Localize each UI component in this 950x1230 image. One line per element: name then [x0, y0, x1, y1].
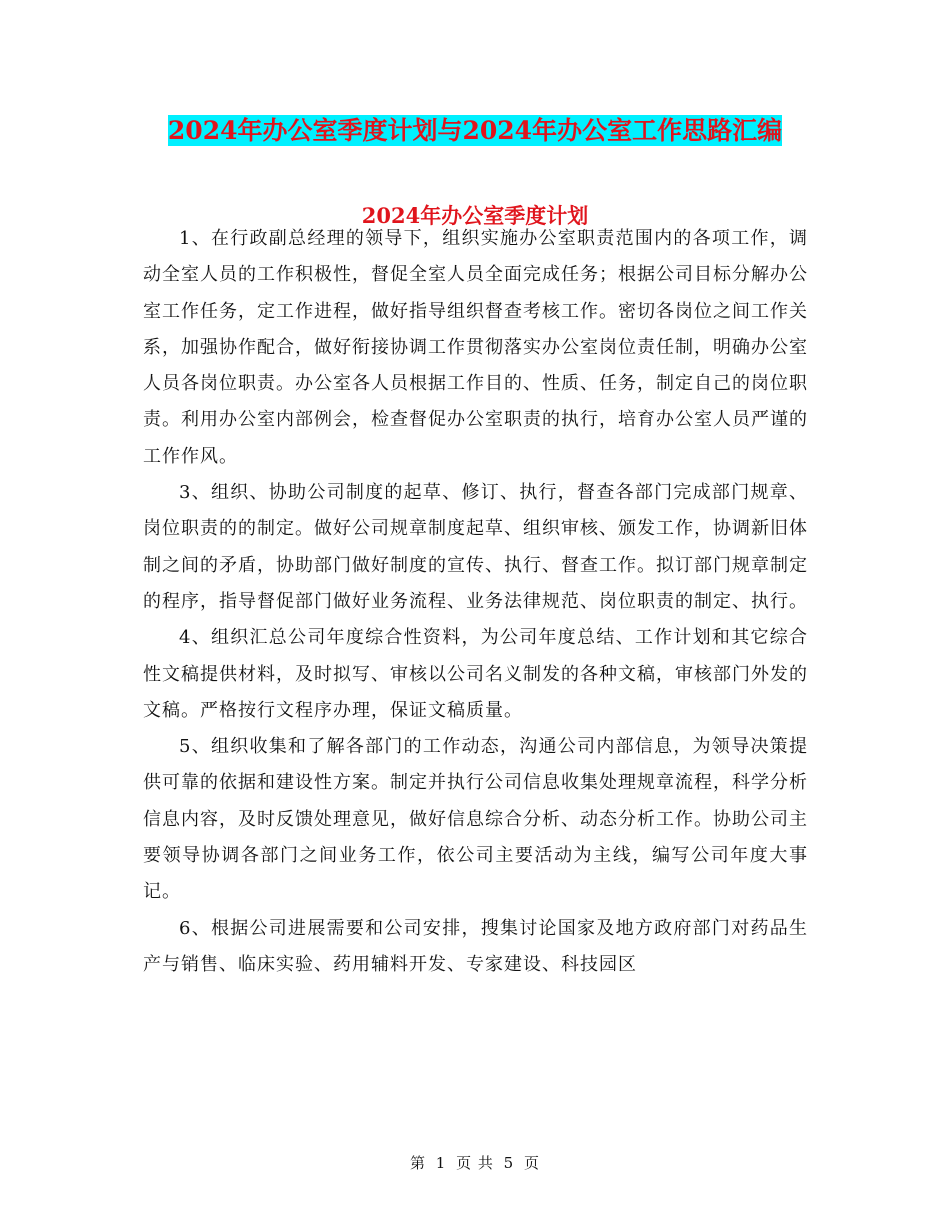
paragraph-1: 1、在行政副总经理的领导下，组织实施办公室职责范围内的各项工作，调动全室人员的工作积极性，督促全室人员全面完成任务；根据公司目标分解办公室工作任务，定工作进程，做好指导组织督查考核工作。密切各岗位之间工作关系，加强协作配合，做好衔接协调工作贯彻落实办公室岗位责任制，明确办公室人员各岗位职责。办公室各人员根据工作目的、性质、任务，制定自己的岗位职责。利用办公室内部例会，检查督促办公室职责的执行，培育办公室人员严谨的工作作风。	[143, 228, 808, 467]
document-title-text: 2024年办公室季度计划与2024年办公室工作思路汇编	[167, 116, 783, 145]
footer-prefix: 第	[409, 1154, 426, 1172]
footer-total-pages: 5	[503, 1154, 515, 1172]
section-title: 2024年办公室季度计划	[361, 203, 589, 228]
paragraph-4: 4、组织汇总公司年度综合性资料，为公司年度总结、工作计划和其它综合性文稿提供材料，及时拟写、审核以公司名义制发的各种文稿，审核部门外发的文稿。严格按行文程序办理，保证文稿质量。	[143, 627, 808, 721]
paragraph-3: 3、组织、协助公司制度的起草、修订、执行，督查各部门完成部门规章、岗位职责的的制定。做好公司规章制度起草、组织审核、颁发工作，协调新旧体制之间的矛盾，协助部门做好制度的宣传、执行、督查工作。拟订部门规章制定的程序，指导督促部门做好业务流程、业务法律规范、岗位职责的制定、执行。	[143, 482, 808, 612]
paragraph-5: 5、组织收集和了解各部门的工作动态，沟通公司内部信息，为领导决策提供可靠的依据和建设性方案。制定并执行公司信息收集处理规章流程，科学分析信息内容，及时反馈处理意见，做好信息综合分析、动态分析工作。协助公司主要领导协调各部门之间业务工作，依公司主要活动为主线，编写公司年度大事记。	[143, 736, 808, 903]
document-body	[143, 221, 808, 983]
footer-page-number: 1	[435, 1154, 447, 1172]
footer-middle: 页 共	[456, 1154, 494, 1172]
document-title	[0, 113, 950, 149]
page-footer	[0, 1153, 950, 1173]
paragraph-6: 6、根据公司进展需要和公司安排，搜集讨论国家及地方政府部门对药品生产与销售、临床实验、药用辅料开发、专家建设、科技园区	[143, 917, 808, 975]
footer-suffix: 页	[524, 1154, 541, 1172]
